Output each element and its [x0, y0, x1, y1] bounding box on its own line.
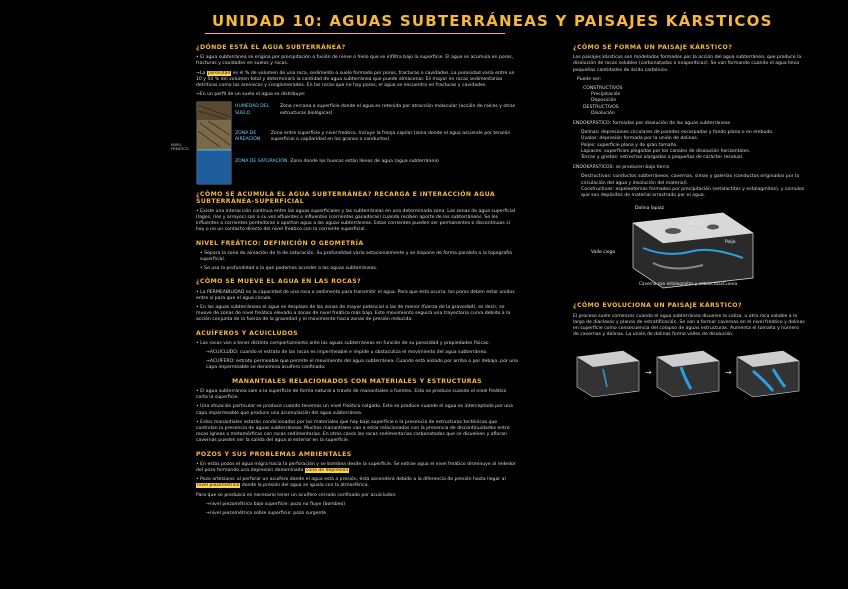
- paragraph: →nivel piezométrico bajo superficie: pozo no fluye (bombeo): [206, 501, 346, 507]
- exo-list: [581, 174, 805, 199]
- list-item: Disolución: [591, 110, 615, 116]
- endo-list: [581, 130, 805, 161]
- paragraph: • Existe una interacción continua entre las aguas superficiales y las subterráneas en una determinada zona. Las zonas de agua superficial (lagos, ríos y arroyos) son a su vez efluentes o influentes (corrientes ganadoras) cuando reciben aporte de los subterráneos. Se les influentes o corrientes perdedoras o aportan agua a las aguas subterráneas. Estas corrientes pueden ser permanentes o discontinuas si hay o no un contacto directo del nivel freático con la corriente superficial.: [196, 208, 516, 233]
- paragraph: Para que se produzca es necesario tener un acuífero cerrado confinado por acuicludos:: [196, 492, 397, 498]
- heading-donde-agua: ¿DÓNDE ESTÁ EL AGUA SUBTERRÁNEA?: [196, 44, 346, 51]
- highlight-porosidad: porosidad: [207, 70, 231, 76]
- list-head: Puede ser:: [577, 76, 602, 82]
- label-dolina: Dolina lapiaz: [635, 206, 664, 212]
- label-cueva: Cueva: [723, 282, 738, 288]
- list-item: Constructivas: espeleotemas formados por precipitación (estalactitas y estalagmitas), y cúmulos que son depósitos de material arrastrado por el agua.: [581, 186, 805, 199]
- zone-humedad: HUMEDAD DEL SUELO Zona cercana a superficie donde el agua es retenida por atracción molecular (acción de raíces y otras estructuras biológicas): [235, 104, 516, 116]
- paragraph: Los paisajes kársticos son modelados formados por la acción del agua subterránea, que produce la disolución de rocas solubles (carbonatadas o evaporíticas). Se van formando cuando el agua lleva pequeñas cantidades de ácido carbónico.: [573, 55, 802, 73]
- arrow-icon: →: [645, 368, 652, 378]
- paragraph: • Una situación particular se produce cuando tenemos un nivel freático colgado. Este se produce cuando el agua es interceptada por una capa impermeable que produce una acumulación del agua subterránea.: [196, 404, 513, 416]
- title-underline: [205, 33, 505, 34]
- zone-label: ZONA DE SATURACIÓN: [235, 159, 288, 165]
- heading-mueve: ¿CÓMO SE MUEVE EL AGUA EN LAS ROCAS?: [196, 278, 362, 286]
- heading-forma-karst: ¿CÓMO SE FORMA UN PAISAJE KÁRSTICO?: [573, 44, 733, 51]
- paragraph-artesiano: • Pozo artesiano: al perforar un acuífero donde el agua está a presión, ésta ascenderá debido a la diferencia de presión hasta llegar al nivel piezométrico donde la presión del agua se iguala con la atmosférica.: [196, 477, 506, 489]
- paragraph: • La PERMEABILIDAD es la capacidad de una roca o sedimento para transmitir el agua. Para que ésta ocurra, los poros deben estar unidos entre sí para que el agua circule.: [196, 289, 515, 301]
- side-label-nivel-freatico: NIVEL FREÁTICO: [171, 143, 189, 152]
- paragraph-pozos: • En estos pozos el agua migra hacia la perforación y se bombea desde la superficie. Se extrae agua el nivel freático disminuye al rededor del pozo formando una depresión denominada cono de depresión: [196, 461, 516, 473]
- paragraph: • Estos manantiales estarán condicionados por los materiales que hay bajo superficie o la presencia de estructuras tectónicas que controlan la presencia de aguas subterráneas. Muchos manantiales van a estar relacionados con la presencia de discontinuidades entre rocas ígneas o metamórficas con rocas sedimentarias. En otros casos las rocas sedimentarias carbonatadas que se disuelven y afloran cavernas pueden ser la salida del agua al exterior en la superficie.: [196, 419, 510, 444]
- paragraph: →ACUICLUDO: cuando el estrato de las rocas es impermeable e impide u obstaculiza el movimiento del agua subterránea.: [206, 350, 488, 356]
- page-title: UNIDAD 10: AGUAS SUBTERRÁNEAS Y PAISAJES KÁRSTICOS: [212, 12, 773, 30]
- zone-saturacion: ZONA DE SATURACIÓN Zona donde los huecos están llenos de agua (agua subterránea): [235, 159, 439, 165]
- soil-profile-diagram: [196, 101, 232, 185]
- heading-nivel-freatico: NIVEL FREÁTICO: DEFINICIÓN O GEOMETRÍA: [196, 239, 364, 247]
- paragraph: →En un perfil de un suelo el agua se distribuye:: [196, 92, 306, 98]
- list-item: Dolinas: depresiones circulares de paredes escarpadas y fondo plano o en embudo.: [581, 130, 774, 136]
- left-column: [196, 38, 518, 520]
- endo-head: ENDOKÁRSTICO: formadas por disolución de las aguas subterráneas: [573, 121, 731, 127]
- paragraph: • Las rocas van a tener distinto comportamiento ante las aguas subterráneas en función de su porosidad y propiedades físicas:: [196, 340, 490, 346]
- heading-manantiales: MANANTIALES RELACIONADOS CON MATERIALES Y ESTRUCTURAS: [232, 377, 482, 385]
- heading-acumula: ¿CÓMO SE ACUMULA EL AGUA SUBTERRÁNEA? RECARGA E INTERACCIÓN AGUA SUBTERRÁNEA-SUPERFICIAL: [196, 191, 496, 205]
- highlight-piezometrico: nivel piezométrico: [197, 483, 240, 489]
- list-item: Deposición: [591, 98, 617, 104]
- exo-head: ENDOKÁRSTICOS: se producen bajo tierra: [573, 165, 670, 171]
- list-item: Torcas y grietas: estrechas alargadas a pequeñas de carácter residual.: [581, 155, 744, 161]
- paragraph: • El agua subterránea se origina por precipitación o fusión de nieve o hielo que se infiltra bajo la superficie. El agua se acumula en poros, fracturas y cavidades en suelos y rocas.: [196, 55, 514, 67]
- label-uvala: Uvala: [689, 222, 702, 228]
- label-caverna: Caverna con estalagmitas y estalactitas: [639, 281, 723, 287]
- paragraph: • Separa la zona de aireación de la de saturación. Su profundidad varía estacionalmente y se dispone de forma paralela a la topografía superficial.: [200, 250, 512, 263]
- paragraph: El proceso suele comenzar cuando el agua subterránea disuelve la caliza, u otra roca soluble a lo largo de diaclasas y planos de estratificación. Se van a formar cavernas en el nivel freático y dolinas en superficie como consecuencia del colapso de aguas estructuras. Aumenta el tamaño y número de cavernas y dolinas. La unión de dolinas forma valles de disolución.: [573, 313, 805, 338]
- zone-label: ZONA DE AIREACIÓN: [235, 130, 261, 143]
- heading-evoluciona: ¿CÓMO EVOLUCIONA UN PAISAJE KÁRSTICO?: [573, 302, 742, 310]
- evolution-stage-3: [737, 351, 799, 397]
- type-list: [583, 86, 805, 117]
- list-item: DESTRUCTIVOS: [583, 104, 619, 110]
- list-item: Lapiaces: superficies plegadas por los canales de disolución horizontales.: [581, 148, 751, 154]
- paragraph-porosidad: →La porosidad es el % de volumen de una roca, sedimento o suelo formado por poros, fracturas o cavidades. La porosidad varía entre un 10 y 50 % del volumen total y determinará la cantidad de agua subterránea que puede almacenar. Es mayor en rocas sedimentarias detríticas como las areniscas y conglomerados. En las rocas que no hay poros, el agua se encuentra en fracturas y cavidades.: [196, 70, 515, 89]
- zone-aireacion: ZONA DE AIREACIÓN Zona entre superficie y nivel freático. Incluye la franja capilar (zona donde el agua asciende por tensión superficial o capilaridad en los granos o conductos).: [235, 130, 511, 143]
- heading-acuiferos: ACUÍFEROS Y ACUICLUDOS: [196, 329, 298, 337]
- evolution-stage-2: [657, 351, 719, 397]
- highlight-cono: cono de depresión: [305, 467, 349, 473]
- paragraph: • Se usa la profundidad a la que podemos acceder a las aguas subterráneas.: [200, 266, 378, 272]
- list-item: Uvalas: depresión formada por la unión de dolinas.: [581, 136, 699, 142]
- label-valle: Valle ciego: [591, 250, 616, 256]
- evolution-stage-1: [577, 351, 639, 397]
- list-item: Destructivas: conductos subterráneos, cavernas, simas y galerías (conductos originados por la circulación del agua y disolución del material).: [581, 174, 800, 186]
- zone-label: HUMEDAD DEL SUELO: [235, 104, 270, 116]
- paragraph: →ACUÍFERO: estrato permeable que permite el movimiento del agua subterránea. Cuando está aislado por arriba o por debajo, por una capa impermeable se denomina acuífero confinado.: [206, 359, 518, 371]
- right-column: [573, 38, 805, 403]
- list-item: CONSTRUCTIVOS: [583, 86, 623, 92]
- soil-profile-section: [196, 101, 518, 185]
- label-polje: Polje: [725, 240, 736, 246]
- soil-zones: [235, 101, 518, 185]
- list-item: Precipitación: [591, 92, 621, 98]
- heading-pozos: POZOS Y SUS PROBLEMAS AMBIENTALES: [196, 450, 352, 458]
- paragraph: • El agua subterránea sale a la superficie de forma natural a través de manantiales o fuentes. Esto se produce cuando el nivel freático corta la superficie.: [196, 388, 507, 401]
- karst-evolution-diagram: [573, 347, 805, 399]
- paragraph: • En las aguas subterráneas el agua se desplaza de las zonas de mayor potencial a las de menor (fuerza de la gravedad), es decir, se mueve de zonas de nivel freático elevado a zonas de nivel freático más bajo. Este movimiento seguirá una trayectoria curva debido a la acción conjunta de la fuerza de la gravedad y el movimiento hacia zonas de presión reducida.: [196, 305, 511, 323]
- karst-landscape-diagram: [573, 203, 805, 293]
- list-item: Poljes: superficie plana y de gran tamaño.: [581, 142, 678, 148]
- arrow-icon: →: [725, 368, 732, 378]
- paragraph: →nivel piezométrico sobre superficie: pozo surgente: [206, 510, 327, 516]
